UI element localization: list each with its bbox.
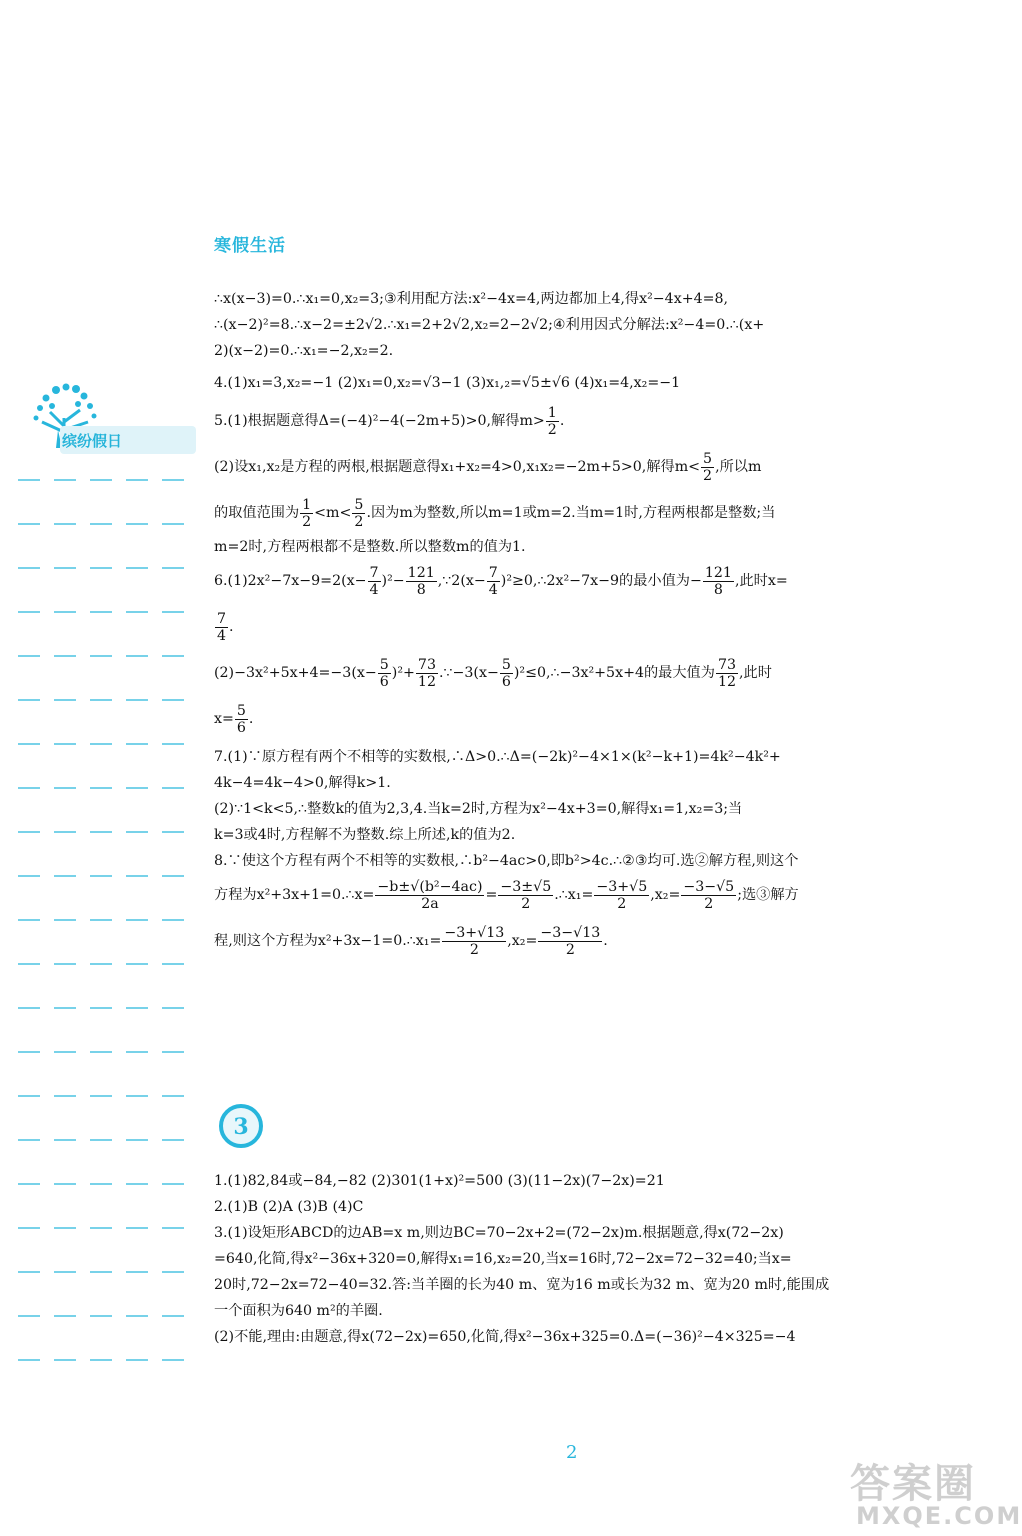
question-7-1-cont: 4k−4=4k−4>0,解得k>1. [214, 775, 391, 791]
question-6-1-cont: $\frac{7}{4}$ . [217, 610, 234, 644]
fraction [594, 879, 649, 912]
fraction [546, 405, 559, 438]
fraction-denominator: 6 [501, 673, 511, 690]
fraction-denominator: 2 [703, 467, 713, 484]
fraction [500, 657, 513, 690]
fraction [378, 657, 391, 690]
s3-question-3-cont3: 一个面积为640 m²的羊圈. [214, 1303, 383, 1319]
watermark-title: 答案圈 [850, 1461, 976, 1507]
text-segment: 6.(1)2x²−7x−9=2(x− [214, 573, 367, 589]
section-badge-number: 3 [233, 1114, 249, 1140]
fraction [442, 925, 506, 958]
question-5-1: 5.(1)根据题意得Δ=(−4)²−4(−2m+5)>0,解得m> $\frac{1}{2}$ . [214, 404, 565, 438]
fraction-denominator: 2a [421, 895, 439, 912]
text-segment: 程,则这个方程为x²+3x−1=0.∴x₁= [214, 933, 442, 949]
text-segment: .因为m为整数,所以m=1或m=2.当m=1时,方程两根都是整数;当 [366, 505, 776, 521]
fraction [375, 879, 484, 912]
fraction-numerator: −b±√(b²−4ac) [377, 878, 483, 895]
s3-question-3-cont: =640,化简,得x²−36x+320=0,解得x₁=16,x₂=20,当x=16时,72−2x=72−32=40;当x= [214, 1251, 792, 1267]
question-4: 4.(1)x₁=3,x₂=−1 (2)x₁=0,x₂=√3−1 (3)x₁,₂=√5±√6 (4)x₁=4,x₂=−1 [214, 375, 681, 391]
fraction-numerator: 7 [488, 564, 498, 581]
text-segment: .∴x₁= [554, 887, 594, 903]
text-segment: )²≥0,∴2x²−7x−9的最小值为− [500, 573, 702, 589]
text-line: 2)(x−2)=0.∴x₁=−2,x₂=2. [214, 343, 394, 359]
text-segment: <m< [314, 505, 352, 521]
fraction-denominator: 4 [488, 581, 498, 598]
fraction-numerator: 121 [704, 564, 732, 581]
fraction-numerator: 5 [236, 702, 246, 719]
fraction-denominator: 2 [565, 941, 575, 958]
text-segment: ,x₂= [650, 887, 681, 903]
fraction-numerator: 1 [302, 496, 312, 513]
section-badge-icon [216, 1104, 266, 1148]
fraction-denominator: 2 [469, 941, 479, 958]
fraction [300, 497, 313, 530]
fraction-numerator: −3+√13 [444, 924, 505, 941]
text-segment: )²≤0,∴−3x²+5x+4的最大值为 [513, 665, 715, 681]
s3-question-3-cont2: 20时,72−2x=72−40=32.答:当羊圈的长为40 m、宽为16 m或长为32 m、宽为20 m时,能围成 [214, 1277, 830, 1293]
fraction-denominator: 2 [617, 895, 627, 912]
fraction [406, 565, 437, 598]
text-segment: x= [214, 711, 234, 727]
fraction-numerator: −3+√5 [596, 878, 648, 895]
question-8-cont: 方程为x²+3x+1=0.∴x= $\frac{\text{−b±√(b²−4ac)}}{2a}$ = $\frac{-3\pm√5}{2}$ .∴x₁= $\frac{-3+√5}{2}$ ,x₂= $\frac{-3-√5}{2}$ ;选③解方 [214, 878, 799, 912]
fraction-denominator: 4 [369, 581, 379, 598]
fraction [681, 879, 736, 912]
fraction-denominator: 6 [379, 673, 389, 690]
text-segment: ,所以m [715, 459, 762, 475]
text-segment: )²+ [391, 665, 415, 681]
fraction [703, 565, 734, 598]
logo-text: 缤纷假日 [62, 432, 123, 450]
watermark [850, 1452, 1022, 1532]
fraction-numerator: 7 [217, 610, 227, 627]
fraction [368, 565, 381, 598]
question-5-4: m=2时,方程两根都不是整数.所以整数m的值为1. [214, 539, 526, 555]
header-title: 寒假生活 [214, 236, 286, 256]
question-7-1: 7.(1)∵原方程有两个不相等的实数根,∴Δ>0.∴Δ=(−2k)²−4×1×(k²−k+1)=4k²−4k²+ [214, 749, 781, 765]
s3-question-1: 1.(1)82,84或−84,−82 (2)301(1+x)²=500 (3)(11−2x)(7−2x)=21 [214, 1173, 665, 1189]
fraction-denominator: 2 [302, 513, 312, 530]
question-5-3 [214, 490, 934, 536]
fraction [352, 497, 365, 530]
fraction-numerator: 1 [547, 404, 557, 421]
margin-note-lines [18, 478, 190, 1368]
fraction-numerator: 5 [354, 496, 364, 513]
fraction-denominator: 12 [417, 673, 436, 690]
text-line: ∴x(x−3)=0.∴x₁=0,x₂=3;③利用配方法:x²−4x=4,两边都加上4,得x²−4x+4=8, [214, 291, 729, 307]
fraction [416, 657, 438, 690]
fraction-numerator: 73 [417, 656, 436, 673]
question-8-cont2: 程,则这个方程为x²+3x−1=0.∴x₁= $\frac{-3+√13}{2}$ ,x₂= $\frac{-3-√13}{2}$ . [214, 924, 608, 958]
text-segment: 5.(1)根据题意得Δ=(−4)²−4(−2m+5)>0,解得m> [214, 413, 545, 429]
fraction-denominator: 4 [217, 627, 227, 644]
text-segment: ,此时x= [734, 573, 788, 589]
text-segment: .∵−3(x− [438, 665, 499, 681]
question-6-2 [214, 650, 934, 696]
s3-question-3: 3.(1)设矩形ABCD的边AB=x m,则边BC=70−2x+2=(72−2x)m.根据题意,得x(72−2x) [214, 1225, 784, 1241]
fraction-numerator: −3−√13 [540, 924, 601, 941]
question-7-2-cont: k=3或4时,方程解不为整数.综上所述,k的值为2. [214, 827, 516, 843]
text-segment: 方程为x²+3x+1=0.∴x= [214, 887, 375, 903]
s3-question-2: 2.(1)B (2)A (3)B (4)C [214, 1199, 364, 1215]
fraction-denominator: 2 [547, 421, 557, 438]
text-segment: )²− [381, 573, 405, 589]
text-segment: ,此时 [739, 665, 772, 681]
fraction [701, 451, 714, 484]
fraction-numerator: 5 [703, 450, 713, 467]
fraction [235, 703, 248, 736]
question-8: 8.∵使这个方程有两个不相等的实数根,∴b²−4ac>0,即b²>4c.∴②③均可.选②解方程,则这个 [214, 853, 799, 869]
fraction-numerator: −3−√5 [683, 878, 735, 895]
question-7-2: (2)∵1<k<5,∴整数k的值为2,3,4.当k=2时,方程为x²−4x+3=0,解得x₁=1,x₂=3;当 [214, 801, 743, 817]
text-segment: (2)−3x²+5x+4=−3(x− [214, 665, 377, 681]
fraction [487, 565, 500, 598]
fraction [498, 879, 553, 912]
fraction-numerator: −3±√5 [500, 878, 552, 895]
fraction-denominator: 8 [713, 581, 723, 598]
watermark-url: MXQE.COM [856, 1502, 1022, 1530]
fraction-numerator: 7 [369, 564, 379, 581]
fraction-denominator: 2 [521, 895, 531, 912]
text-segment: (2)设x₁,x₂是方程的两根,根据题意得x₁+x₂=4>0,x₁x₂=−2m+5>0,解得m< [214, 459, 701, 475]
question-6-2-cont: x= $\frac{5}{6}$ . [214, 702, 254, 736]
text-segment: ,∵2(x− [437, 573, 486, 589]
fraction-denominator: 12 [717, 673, 736, 690]
fraction [538, 925, 602, 958]
fraction-numerator: 121 [407, 564, 435, 581]
question-6-1 [214, 558, 934, 604]
fraction-denominator: 2 [354, 513, 364, 530]
fraction-denominator: 6 [236, 719, 246, 736]
fraction [716, 657, 738, 690]
answer-content [214, 288, 934, 964]
text-line: ∴(x−2)²=8.∴x−2=±2√2.∴x₁=2+2√2,x₂=2−2√2;④利用因式分解法:x²−4=0.∴(x+ [214, 317, 765, 333]
question-5-2 [214, 444, 934, 490]
text-segment: 的取值范围为 [214, 505, 300, 521]
text-segment: ;选③解方 [737, 887, 799, 903]
fraction-numerator: 5 [379, 656, 389, 673]
fraction-denominator: 8 [416, 581, 426, 598]
fraction-denominator: 2 [704, 895, 714, 912]
text-segment: ,x₂= [507, 933, 538, 949]
s3-question-3-2: (2)不能,理由:由题意,得x(72−2x)=650,化简,得x²−36x+325=0.Δ=(−36)²−4×325=−4 [214, 1329, 796, 1345]
page-number: 2 [566, 1442, 578, 1463]
section-3-content [214, 1170, 934, 1348]
fraction [215, 611, 228, 644]
fraction-numerator: 5 [501, 656, 511, 673]
fraction-numerator: 73 [717, 656, 736, 673]
